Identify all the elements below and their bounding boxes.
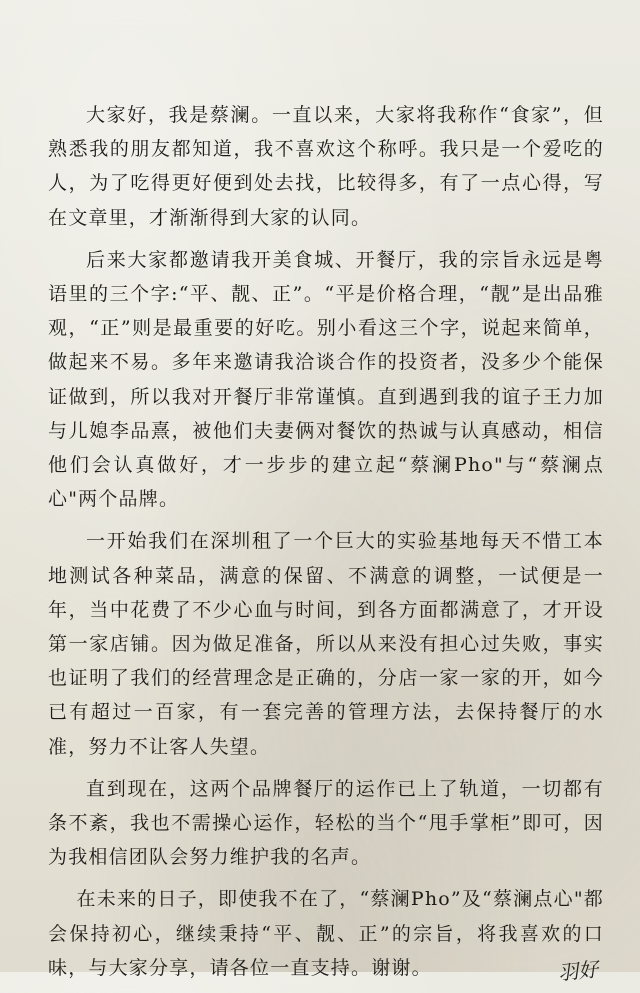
paragraph-shenzhen-testing: 一开始我们在深圳租了一个巨大的实验基地每天不惜工本地测试各种菜品，满意的保留、不满意的调整，一试便是一年，当中花费了不少心血与时间，到各方面都满意了，才开设第一家店铺。因为做足准备，所以从来没有担心过失败，事实也证明了我们的经营理念是正确的，分店一家一家的开，如今已有超过一百家，有一套完善的管理方法，去保持餐厅的水准，努力不让客人失望。 bbox=[48, 530, 604, 758]
paragraph-greeting: 大家好，我是蔡澜。一直以来，大家将我称作“食家”，但熟悉我的朋友都知道，我不喜欢这个称呼。我只是一个爱吃的人，为了吃得更好便到处去找，比较得多，有了一点心得，写在文章里，才渐渐得到大家的认同。 bbox=[48, 104, 604, 229]
letter-body bbox=[48, 98, 604, 993]
paragraph-current-status: 直到现在，这两个品牌餐厅的运作已上了轨道，一切都有条不紊，我也不需操心运作，轻松的当个“甩手掌柜”即可，因为我相信团队会努力维护我的名声。 bbox=[48, 777, 604, 869]
paragraph-future: 在未来的日子，即使我不在了，“蔡澜Pho”及“蔡澜点心"都会保持初心，继续秉持“平、靓、正”的宗旨，将我喜欢的口味，与大家分享，请各位一直支持。谢谢。 bbox=[48, 888, 604, 979]
signature: 羽好 bbox=[557, 956, 600, 986]
paragraph-restaurant-philosophy: 后来大家都邀请我开美食城、开餐厅，我的宗旨永远是粤语里的三个字:“平、靓、正”。“平是价格合理，“靓”是出品雅观，“正”则是最重要的好吃。别小看这三个字，说起来简单，做起来不易。多年来邀请我洽谈合作的投资者，没多少个能保证做到，所以我对开餐厅非常谨慎。直到遇到我的谊子王力加与儿媳李品熹，被他们夫妻俩对餐饮的热诚与认真感动，相信他们会认真做好，才一步步的建立起“蔡澜Pho"与“蔡澜点心"两个品牌。 bbox=[48, 248, 604, 511]
